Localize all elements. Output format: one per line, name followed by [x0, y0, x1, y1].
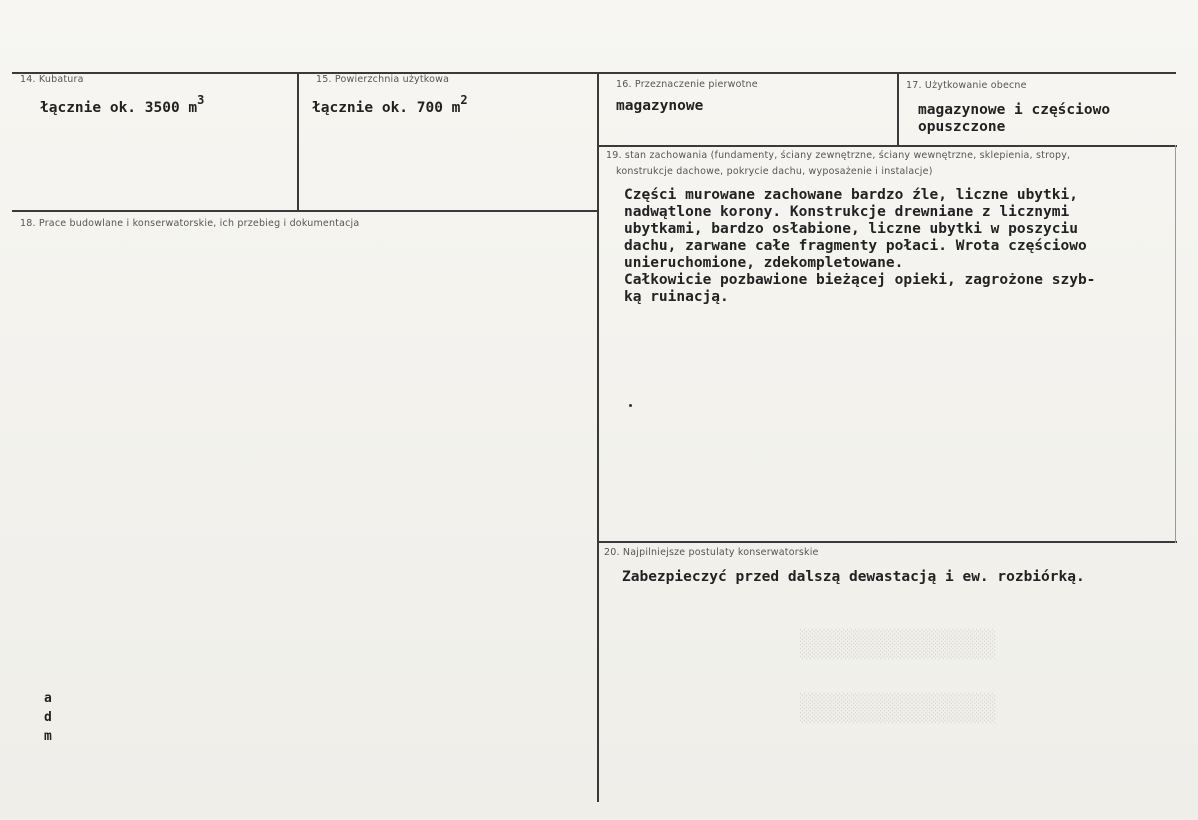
- field-14-value: [40, 92, 204, 118]
- divider-14-15: [297, 72, 299, 212]
- field-19-line-2: nadwątlone korony. Konstrukcje drewniane z licznymi: [624, 204, 1070, 220]
- field-20-label: 20. Najpilniejsze postulaty konserwatorskie: [604, 547, 819, 558]
- divider-16-17: [897, 72, 899, 145]
- field-19-line-3: ubytkami, bardzo osłabione, liczne ubytki w poszyciu: [624, 221, 1078, 237]
- divider-15-16: [597, 72, 599, 802]
- field-19-line-7: ką ruinacją.: [624, 289, 729, 305]
- field-14-label: 14. Kubatura: [20, 74, 84, 85]
- field-19-label-line2: konstrukcje dachowe, pokrycie dachu, wyposażenie i instalacje): [616, 166, 933, 177]
- field-19-line-6: Całkowicie pozbawione bieżącej opieki, zagrożone szyb-: [624, 272, 1096, 288]
- field-18-margin-mark-1: a: [44, 691, 52, 706]
- show-through-bleed: ░░░░░░░░░░░░░░░░░░░░░░░░░ ░░░░░░░░░░░░░░░░░░░░░░░░░: [800, 630, 996, 660]
- right-edge-19: [1175, 145, 1176, 543]
- field-15-value-text: łącznie ok. 700 m: [312, 100, 461, 116]
- field-14-value-text: łącznie ok. 3500 m: [40, 100, 198, 116]
- top-rule: [12, 72, 1176, 74]
- field-18-label: 18. Prace budowlane i konserwatorskie, ich przebieg i dokumentacja: [20, 218, 360, 229]
- rule-above-20: [597, 541, 1177, 543]
- field-16-value: magazynowe: [616, 98, 704, 114]
- field-18-margin-mark-2: d: [44, 710, 52, 725]
- ink-speck: [629, 404, 632, 407]
- rule-under-16-17: [597, 145, 1177, 147]
- field-15-label: 15. Powierzchnia użytkowa: [316, 74, 450, 85]
- field-19-line-4: dachu, zarwane całe fragmenty połaci. Wrota częściowo: [624, 238, 1087, 254]
- field-17-label: 17. Użytkowanie obecne: [906, 80, 1027, 91]
- field-19-label-line1: 19. stan zachowania (fundamenty, ściany zewnętrzne, ściany wewnętrzne, sklepienia, stropy,: [606, 150, 1071, 161]
- field-15-value: [312, 92, 468, 118]
- field-18-margin-mark-3: m: [44, 729, 52, 744]
- field-14-unit-exponent: 3: [197, 93, 205, 107]
- field-19-line-1: Części murowane zachowane bardzo źle, liczne ubytki,: [624, 187, 1078, 203]
- rule-under-14-15: [12, 210, 599, 212]
- field-20-value: Zabezpieczyć przed dalszą dewastacją i ew. rozbiórką.: [622, 569, 1085, 585]
- field-15-unit-exponent: 2: [460, 93, 468, 107]
- field-19-line-5: unieruchomione, zdekompletowane.: [624, 255, 904, 271]
- show-through-bleed-2: ░░░░░░░░░░░░░░░░░░░░░░░░░ ░░░░░░░░░░░░░░░░░░░░░░░░░: [800, 694, 996, 724]
- field-16-label: 16. Przeznaczenie pierwotne: [616, 79, 758, 90]
- field-17-value-line1: magazynowe i częściowo: [918, 102, 1111, 118]
- field-17-value-line2: opuszczone: [918, 119, 1006, 135]
